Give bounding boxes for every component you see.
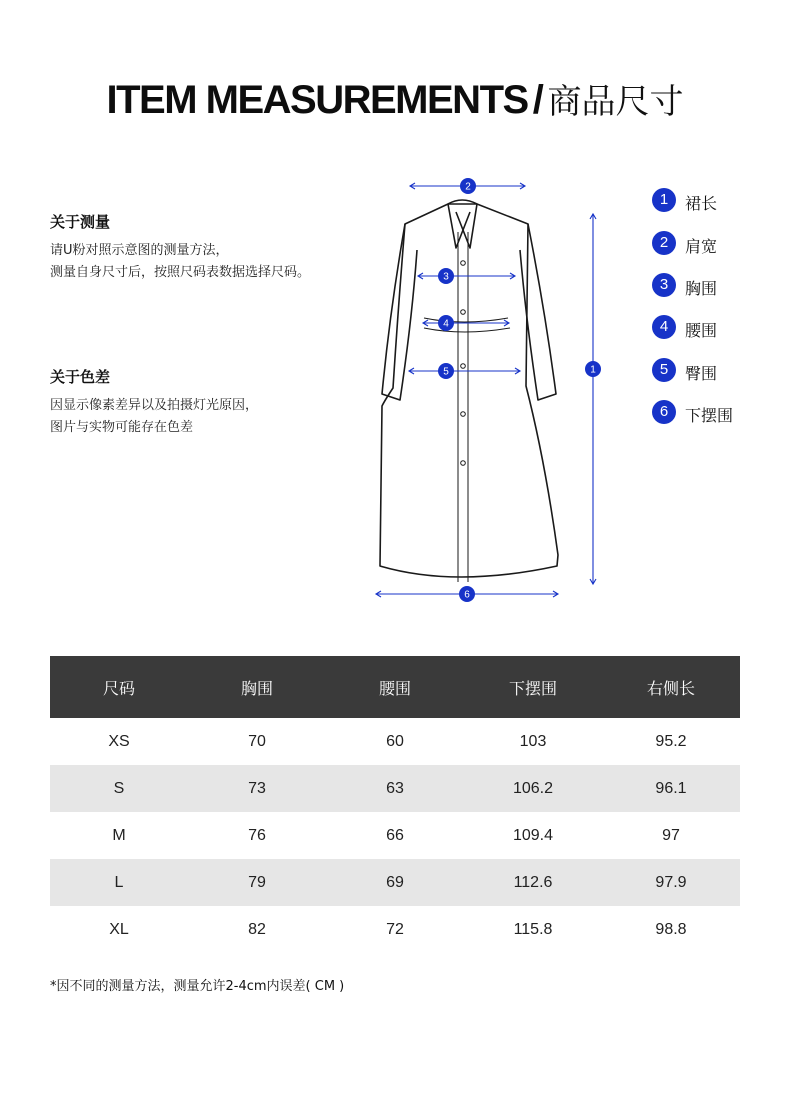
measure-marker-label: 1 <box>590 364 596 376</box>
title-english: ITEM MEASUREMENTS <box>106 78 528 122</box>
table-row <box>50 906 740 953</box>
table-cell: L <box>50 859 188 906</box>
left-sleeve <box>382 224 417 400</box>
button <box>461 310 466 315</box>
legend-badge: 3 <box>652 273 676 297</box>
table-row <box>50 765 740 812</box>
table-cell: 63 <box>326 765 464 812</box>
measure-marker-label: 3 <box>443 271 449 283</box>
size-table <box>50 656 740 953</box>
legend-label: 下摆围 <box>685 406 734 425</box>
measure-marker-label: 5 <box>443 366 449 378</box>
table-cell: 96.1 <box>602 765 740 812</box>
table-cell: XL <box>109 920 129 938</box>
table-cell: 73 <box>188 765 326 812</box>
color-note-line: 因显示像素差异以及拍摄灯光原因， <box>50 398 259 413</box>
table-cell: 97.9 <box>602 859 740 906</box>
button <box>461 461 466 466</box>
measure-marker-label: 2 <box>465 181 471 193</box>
color-note-line: 图片与实物可能存在色差 <box>50 420 194 435</box>
title-chinese: 商品尺寸 <box>547 82 684 122</box>
table-cell: 69 <box>326 859 464 906</box>
table-cell: 97 <box>662 826 680 844</box>
table-cell: 66 <box>386 826 404 844</box>
legend-label: 臀围 <box>685 364 718 383</box>
title-separator: / <box>532 78 543 122</box>
table-cell: 82 <box>248 920 266 938</box>
header-size: 尺码 <box>50 656 188 718</box>
legend-label: 裙长 <box>685 194 718 213</box>
buttons <box>461 261 466 466</box>
header-waist: 腰围 <box>326 656 464 718</box>
header-hem: 下摆围 <box>464 656 602 718</box>
table-cell: 79 <box>188 859 326 906</box>
table-row <box>50 812 740 859</box>
legend-badge: 4 <box>652 315 676 339</box>
button <box>461 412 466 417</box>
collar <box>448 204 477 248</box>
measurement-note-heading: 关于测量 <box>50 213 111 231</box>
table-cell: 103 <box>519 732 547 750</box>
measurement-note-line: 测量自身尺寸后，按照尺码表数据选择尺码。 <box>50 265 311 280</box>
table-cell: 60 <box>386 732 404 750</box>
waist-seam <box>424 318 510 332</box>
legend-badge: 6 <box>652 400 676 424</box>
table-cell: 76 <box>248 826 266 844</box>
header-side-length: 右侧长 <box>602 656 740 718</box>
table-header-row <box>50 656 740 718</box>
measurement-footnote: *因不同的测量方法，测量允许2-4cm内误差( CM ) <box>50 979 345 994</box>
measure-marker-label: 4 <box>443 318 449 330</box>
measurement-note <box>50 211 370 284</box>
legend-label: 腰围 <box>685 321 718 340</box>
placket <box>458 232 468 582</box>
measure-marker-label: 6 <box>464 589 470 601</box>
page-title <box>0 74 790 123</box>
header-bust: 胸围 <box>188 656 326 718</box>
table-row <box>50 718 740 765</box>
color-note-heading: 关于色差 <box>50 368 111 386</box>
legend-badge: 1 <box>652 188 676 212</box>
table-cell: 115.8 <box>513 920 553 938</box>
measurement-note-line: 请U粉对照示意图的测量方法， <box>50 243 229 258</box>
button <box>461 261 466 266</box>
table-cell: XS <box>108 732 130 750</box>
legend-label: 胸围 <box>685 279 718 298</box>
table-cell: 109.4 <box>512 826 554 844</box>
dress-diagram <box>360 170 620 610</box>
table-row <box>50 859 740 906</box>
legend-badge: 5 <box>652 358 676 382</box>
legend-label: 肩宽 <box>685 237 718 256</box>
dress-outline <box>380 204 558 577</box>
table-cell: S <box>50 765 188 812</box>
table-cell: 98.8 <box>655 920 687 938</box>
table-cell: M <box>112 826 126 844</box>
table-cell: 112.6 <box>464 859 602 906</box>
color-note <box>50 366 370 439</box>
table-cell: 72 <box>386 920 404 938</box>
legend-badge: 2 <box>652 231 676 255</box>
table-cell: 70 <box>248 732 266 750</box>
table-cell: 106.2 <box>464 765 602 812</box>
button <box>461 364 466 369</box>
table-cell: 95.2 <box>655 732 687 750</box>
